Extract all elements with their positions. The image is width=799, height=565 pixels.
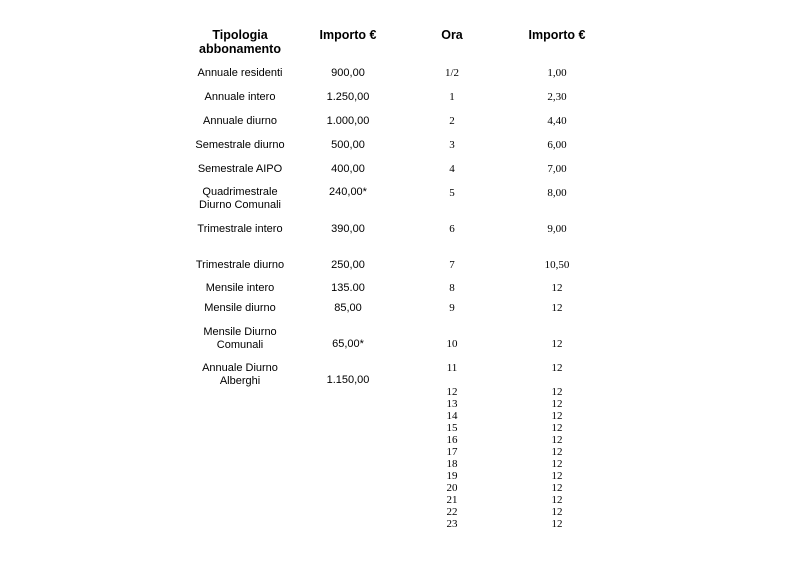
abbonamento-importo: 1.150,00 (326, 374, 370, 386)
abbonamento-tipologia: Annuale Diurno Alberghi (202, 362, 278, 387)
ora-value: 10 (446, 338, 458, 350)
ora-importo: 7,00 (547, 163, 567, 175)
abbonamento-importo: 500,00 (331, 139, 365, 151)
abbonamento-importo: 900,00 (331, 67, 365, 79)
ora-importo: 1,00 (547, 67, 567, 79)
ora-value: 11 (446, 362, 458, 374)
abbonamento-importo: 65,00* (332, 338, 364, 350)
ora-importo: 8,00 (547, 187, 567, 199)
header-tipologia: Tipologia abbonamento (199, 28, 281, 56)
ora-importo: 12 (551, 386, 563, 398)
abbonamento-importo: 400,00 (331, 163, 365, 175)
abbonamento-importo: 390,00 (331, 223, 365, 235)
ora-value: 21 (446, 494, 458, 506)
ora-value: 9 (449, 302, 455, 314)
ora-value: 15 (446, 422, 458, 434)
header-importo-orario: Importo € (528, 28, 586, 42)
ora-value: 16 (446, 434, 458, 446)
ora-value: 18 (446, 458, 458, 470)
abbonamento-tipologia: Semestrale diurno (195, 139, 285, 151)
ora-importo: 12 (551, 458, 563, 470)
abbonamento-tipologia: Mensile diurno (204, 302, 276, 314)
abbonamento-importo: 250,00 (331, 259, 365, 271)
ora-importo: 12 (551, 494, 563, 506)
ora-importo: 12 (551, 362, 563, 374)
header-importo-abbonamento: Importo € (319, 28, 377, 42)
ora-value: 1/2 (444, 67, 460, 79)
abbonamento-importo: 240,00* (329, 186, 367, 198)
ora-importo: 12 (551, 302, 563, 314)
ora-importo: 12 (551, 482, 563, 494)
ora-importo: 6,00 (547, 139, 567, 151)
abbonamento-importo: 85,00 (334, 302, 362, 314)
ora-value: 23 (446, 518, 458, 530)
ora-value: 2 (449, 115, 455, 127)
abbonamento-tipologia: Mensile Diurno Comunali (203, 326, 277, 351)
ora-importo: 4,40 (547, 115, 567, 127)
abbonamento-tipologia: Trimestrale intero (197, 223, 283, 235)
ora-importo: 12 (551, 506, 563, 518)
ora-value: 20 (446, 482, 458, 494)
abbonamento-importo: 1.000,00 (326, 115, 370, 127)
header-ora: Ora (441, 28, 463, 42)
abbonamento-tipologia: Annuale diurno (202, 115, 277, 127)
ora-importo: 12 (551, 410, 563, 422)
ora-importo: 2,30 (547, 91, 567, 103)
ora-importo: 12 (551, 398, 563, 410)
abbonamento-tipologia: Annuale residenti (197, 67, 283, 79)
ora-importo: 12 (551, 282, 563, 294)
ora-importo: 12 (551, 434, 563, 446)
ora-value: 14 (446, 410, 458, 422)
ora-value: 8 (449, 282, 455, 294)
ora-importo: 12 (551, 338, 563, 350)
ora-value: 12 (446, 386, 458, 398)
ora-value: 1 (449, 91, 455, 103)
ora-importo: 12 (551, 518, 563, 530)
ora-value: 17 (446, 446, 458, 458)
ora-value: 19 (446, 470, 458, 482)
ora-importo: 12 (551, 422, 563, 434)
ora-value: 7 (449, 259, 455, 271)
ora-importo: 10,50 (544, 259, 570, 271)
abbonamento-tipologia: Trimestrale diurno (195, 259, 285, 271)
abbonamento-tipologia: Quadrimestrale Diurno Comunali (199, 186, 281, 211)
ora-value: 22 (446, 506, 458, 518)
abbonamento-importo: 1.250,00 (326, 91, 370, 103)
abbonamento-tipologia: Annuale intero (204, 91, 276, 103)
abbonamento-tipologia: Mensile intero (205, 282, 275, 294)
ora-importo: 12 (551, 446, 563, 458)
ora-importo: 12 (551, 470, 563, 482)
abbonamento-importo: 135.00 (331, 282, 365, 294)
ora-value: 13 (446, 398, 458, 410)
ora-importo: 9,00 (547, 223, 567, 235)
ora-value: 6 (449, 223, 455, 235)
ora-value: 4 (449, 163, 455, 175)
ora-value: 3 (449, 139, 455, 151)
abbonamento-tipologia: Semestrale AIPO (197, 163, 283, 175)
ora-value: 5 (449, 187, 455, 199)
